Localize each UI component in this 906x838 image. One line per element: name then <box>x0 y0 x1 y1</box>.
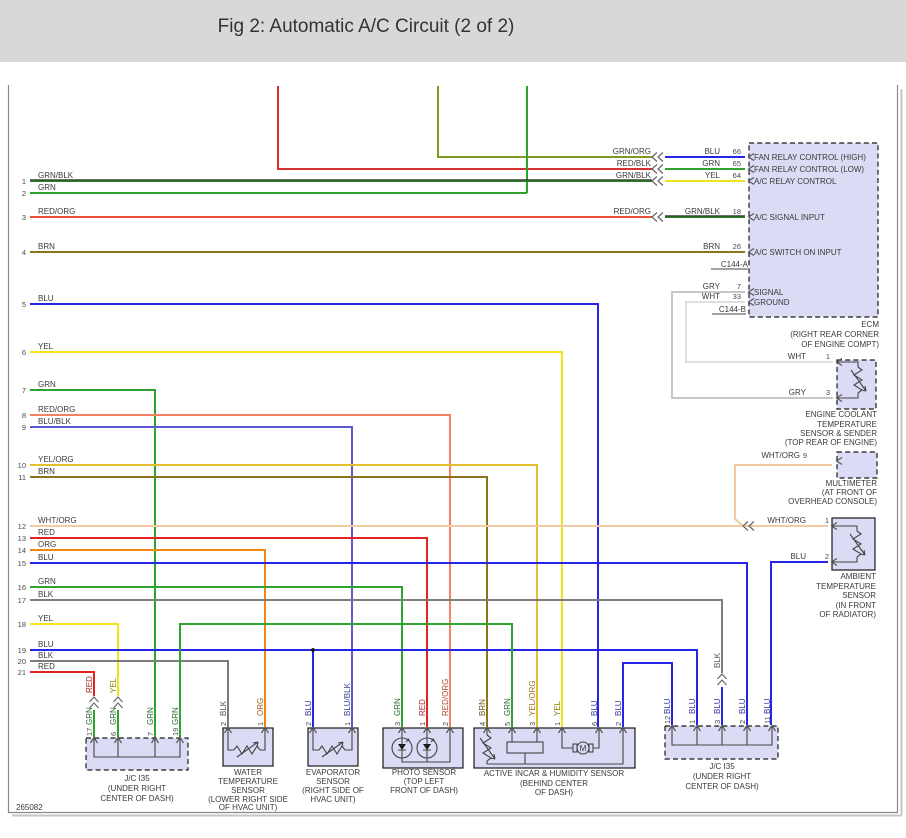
wire-label: GRN <box>38 380 56 389</box>
pin-wire: WHT <box>787 352 806 361</box>
junction-connector-i35-right <box>663 652 778 791</box>
pin-num: 3 <box>825 388 830 397</box>
caption: (UNDER RIGHT <box>107 784 167 793</box>
caption: FRONT OF DASH) <box>390 786 458 795</box>
wire-num: 6 <box>21 348 26 357</box>
inline-wire-label: RED/BLK <box>616 159 651 168</box>
wire-row9-blublk <box>30 427 352 727</box>
wire-label: BLU <box>38 553 54 562</box>
caption: OF RADIATOR) <box>819 610 876 619</box>
ecm-pin: 26 <box>732 242 741 251</box>
pin-num: 3 <box>393 721 402 726</box>
wire-num: 2 <box>21 189 26 198</box>
caption: (TOP LEFT <box>403 777 445 786</box>
wire-num: 20 <box>17 657 26 666</box>
ecm-wire: GRN <box>702 159 720 168</box>
incoming-wire-label: RED <box>85 676 94 693</box>
wire-label: BLK <box>38 651 54 660</box>
pin-num: 5 <box>503 721 512 726</box>
pin-num: 6 <box>109 731 118 736</box>
wire-label: BLU/BLK <box>38 417 71 426</box>
wire-label: YEL <box>38 614 54 623</box>
caption: J/C I35 <box>709 762 735 771</box>
caption: TEMPERATURE <box>218 777 278 786</box>
pin-num: 2 <box>824 552 829 561</box>
incar-humidity-sensor <box>474 680 635 797</box>
pin-wire: BLU <box>614 700 623 716</box>
wire-num: 1 <box>21 177 26 186</box>
incoming-wire-label: BLK <box>713 652 722 668</box>
inline-wire-label: GRN/ORG <box>612 147 651 156</box>
inline-wire-label: GRN/BLK <box>615 171 651 180</box>
pin-num: 12 <box>663 715 672 724</box>
wire-label: BRN <box>38 467 55 476</box>
diagram-id: 265082 <box>16 803 43 812</box>
wire-label: GRN/BLK <box>38 171 74 180</box>
ambient-temp-sensor <box>767 516 876 619</box>
wire-label: YEL/ORG <box>38 455 74 464</box>
pin-num: 4 <box>478 721 487 726</box>
ecm-fn: A/C RELAY CONTROL <box>754 177 837 186</box>
pin-num: 1 <box>688 719 697 724</box>
pin-num: 3 <box>528 721 537 726</box>
wire-row6-yel <box>30 352 562 727</box>
pin-wire: BLU <box>304 700 313 716</box>
pin-wire: GRN <box>171 707 180 725</box>
pin-wire: BRN <box>478 699 487 716</box>
caption: (TOP REAR OF ENGINE) <box>784 438 877 447</box>
ecm-wire: YEL <box>704 171 720 180</box>
pin-num: 1 <box>418 721 427 726</box>
caption: SENSOR & SENDER <box>800 429 877 438</box>
pin-num: 3 <box>713 719 722 724</box>
wire-num: 16 <box>17 583 26 592</box>
pin-wire: RED/ORG <box>441 678 450 716</box>
pin-wire: BLU <box>590 700 599 716</box>
caption: SENSOR <box>842 591 876 600</box>
ecm-module <box>613 143 880 349</box>
multimeter-box <box>837 452 877 478</box>
pin-wire: BLU <box>713 698 722 714</box>
caption: WATER <box>234 768 262 777</box>
wire-label: BRN <box>38 242 55 251</box>
ecm-fn: A/C SIGNAL INPUT <box>754 213 825 222</box>
caption: HVAC UNIT) <box>310 795 356 804</box>
ecm-fn: SIGNAL <box>754 288 784 297</box>
coolant-box <box>837 360 876 409</box>
pin-wire: GRN <box>393 698 402 716</box>
caption: (LOWER RIGHT SIDE <box>208 795 288 804</box>
ecm-fn: GROUND <box>754 298 790 307</box>
ecm-pin: 33 <box>732 292 741 301</box>
wire-num: 9 <box>21 423 26 432</box>
pin-wire: BLU <box>688 698 697 714</box>
pin-wire: BLU <box>738 698 747 714</box>
wire-num: 13 <box>17 534 26 543</box>
pin-wire: GRY <box>788 388 806 397</box>
wire-num: 7 <box>21 386 26 395</box>
caption: EVAPORATOR <box>305 768 361 777</box>
ecm-wire: BRN <box>703 242 720 251</box>
left-wire-labels <box>18 171 77 677</box>
caption: TEMPERATURE <box>816 582 876 591</box>
ecm-pin: 66 <box>732 147 741 156</box>
wire-label: BLU <box>38 294 54 303</box>
wire-label: GRN <box>38 577 56 586</box>
caption: ACTIVE INCAR & HUMIDITY SENSOR <box>483 769 625 778</box>
caption: SENSOR <box>231 786 265 795</box>
wire-num: 12 <box>17 522 26 531</box>
pin-num: 2 <box>219 721 228 726</box>
caption: (BEHIND CENTER <box>519 779 589 788</box>
motor-label: M <box>579 744 587 753</box>
ecm-pin: 65 <box>732 159 741 168</box>
pin-num: 19 <box>171 727 180 736</box>
wire-row11-brn <box>30 477 487 727</box>
wire-num: 15 <box>17 559 26 568</box>
wire-num: 3 <box>21 213 26 222</box>
water-temp-sensor <box>208 698 288 812</box>
pin-wire: BLU <box>790 552 806 561</box>
wire-label: BLU <box>38 640 54 649</box>
pin-num: 17 <box>85 727 94 736</box>
evaporator-sensor <box>302 682 364 804</box>
wire-jumper-jc19-incar5 <box>180 624 512 737</box>
pin-wire: YEL/ORG <box>528 680 537 716</box>
ecm-caption: (RIGHT REAR CORNER <box>790 330 879 339</box>
ecm-fn: FAN RELAY CONTROL (LOW) <box>754 165 865 174</box>
pin-num: 1 <box>824 516 829 525</box>
connector-label-c144a: C144-A <box>720 260 748 269</box>
ecm-fn: FAN RELAY CONTROL (HIGH) <box>754 153 866 162</box>
wire-label: YEL <box>38 342 54 351</box>
incar-box <box>474 728 635 768</box>
wire-num: 4 <box>21 248 26 257</box>
wire-num: 18 <box>17 620 26 629</box>
caption: OF DASH) <box>534 788 574 797</box>
ecm-caption: OF ENGINE COMPT) <box>801 340 879 349</box>
pin-num: 9 <box>802 451 807 460</box>
caption: OF HVAC UNIT) <box>218 803 278 812</box>
ecm-pin: 7 <box>736 282 741 291</box>
ecm-wire: GRY <box>702 282 720 291</box>
junction-connector-i35-left <box>85 676 188 803</box>
pin-num: 1 <box>825 352 830 361</box>
wire-num: 8 <box>21 411 26 420</box>
ecm-wire: WHT <box>701 292 720 301</box>
caption: SENSOR <box>316 777 350 786</box>
caption: OVERHEAD CONSOLE) <box>788 497 877 506</box>
caption: (UNDER RIGHT <box>692 772 752 781</box>
caption: CENTER OF DASH) <box>685 782 759 791</box>
pin-wire: GRN <box>85 707 94 725</box>
inline-wire-label: RED/ORG <box>613 207 651 216</box>
pin-num: 1 <box>553 721 562 726</box>
wire-label: WHT/ORG <box>38 516 77 525</box>
caption: AMBIENT <box>840 572 876 581</box>
caption: J/C I35 <box>124 774 150 783</box>
junction-dot <box>311 648 315 652</box>
wire-row14-org <box>30 550 265 727</box>
caption: MULTIMETER <box>825 479 877 488</box>
pin-num: 2 <box>441 721 450 726</box>
pin-wire: GRN <box>146 707 155 725</box>
pin-num: 1 <box>343 721 352 726</box>
caption: (RIGHT SIDE OF <box>302 786 364 795</box>
pin-num: 2 <box>304 721 313 726</box>
wire-num: 14 <box>17 546 26 555</box>
pin-wire: GRN <box>503 698 512 716</box>
ecm-pin: 64 <box>732 171 741 180</box>
pin-wire: YEL <box>553 700 562 716</box>
pin-num: 2 <box>614 721 623 726</box>
pin-wire: BLU/BLK <box>343 683 352 716</box>
pin-wire: RED <box>418 699 427 716</box>
wire-label: GRN <box>38 183 56 192</box>
pin-wire: BLU <box>763 698 772 714</box>
caption: CENTER OF DASH) <box>100 794 174 803</box>
wire-num: 11 <box>18 473 26 482</box>
caption: TEMPERATURE <box>817 420 877 429</box>
jc-left-box <box>86 738 188 770</box>
wire-num: 17 <box>17 596 26 605</box>
wire-num: 21 <box>17 668 26 677</box>
multimeter <box>761 451 877 506</box>
pin-wire: BLK <box>219 700 228 716</box>
ecm-wire: GRN/BLK <box>684 207 720 216</box>
wire-num: 5 <box>21 300 26 309</box>
pin-wire: WHT/ORG <box>767 516 806 525</box>
wire-label: ORG <box>38 540 57 549</box>
caption: PHOTO SENSOR <box>391 768 457 777</box>
pin-wire: BLU <box>663 698 672 714</box>
pin-num: 11 <box>763 716 772 724</box>
caption: ENGINE COOLANT <box>805 410 877 419</box>
wire-row17-blk <box>30 600 722 673</box>
caption: (AT FRONT OF <box>821 488 877 497</box>
wire-label: RED/ORG <box>38 207 76 216</box>
connector-label-c144b: C144-B <box>718 305 746 314</box>
pin-num: 1 <box>256 721 265 726</box>
wire-label: RED <box>38 662 55 671</box>
pin-num: 6 <box>590 721 599 726</box>
wire-row20-blk <box>30 661 228 727</box>
ecm-pin: 18 <box>732 207 741 216</box>
pin-wire: WHT/ORG <box>761 451 800 460</box>
pin-num: 2 <box>738 719 747 724</box>
incoming-wire-label: YEL <box>109 677 118 693</box>
wire-num: 19 <box>17 646 26 655</box>
ecm-fn: A/C SWITCH ON INPUT <box>754 248 842 257</box>
ecm-wire: BLU <box>704 147 720 156</box>
engine-coolant-temp-sensor <box>785 352 877 447</box>
wire-label: BLK <box>38 590 54 599</box>
ecm-caption: ECM <box>861 320 879 329</box>
wire-num: 10 <box>17 461 26 470</box>
pin-num: 7 <box>146 731 155 736</box>
wire-label: RED/ORG <box>38 405 76 414</box>
wire-label: RED <box>38 528 55 537</box>
pin-wire: ORG <box>256 697 265 716</box>
page-title: Fig 2: Automatic A/C Circuit (2 of 2) <box>217 16 515 37</box>
wire-row10-yelorg <box>30 465 537 727</box>
pin-wire: GRN <box>109 707 118 725</box>
caption: (IN FRONT <box>835 601 876 610</box>
